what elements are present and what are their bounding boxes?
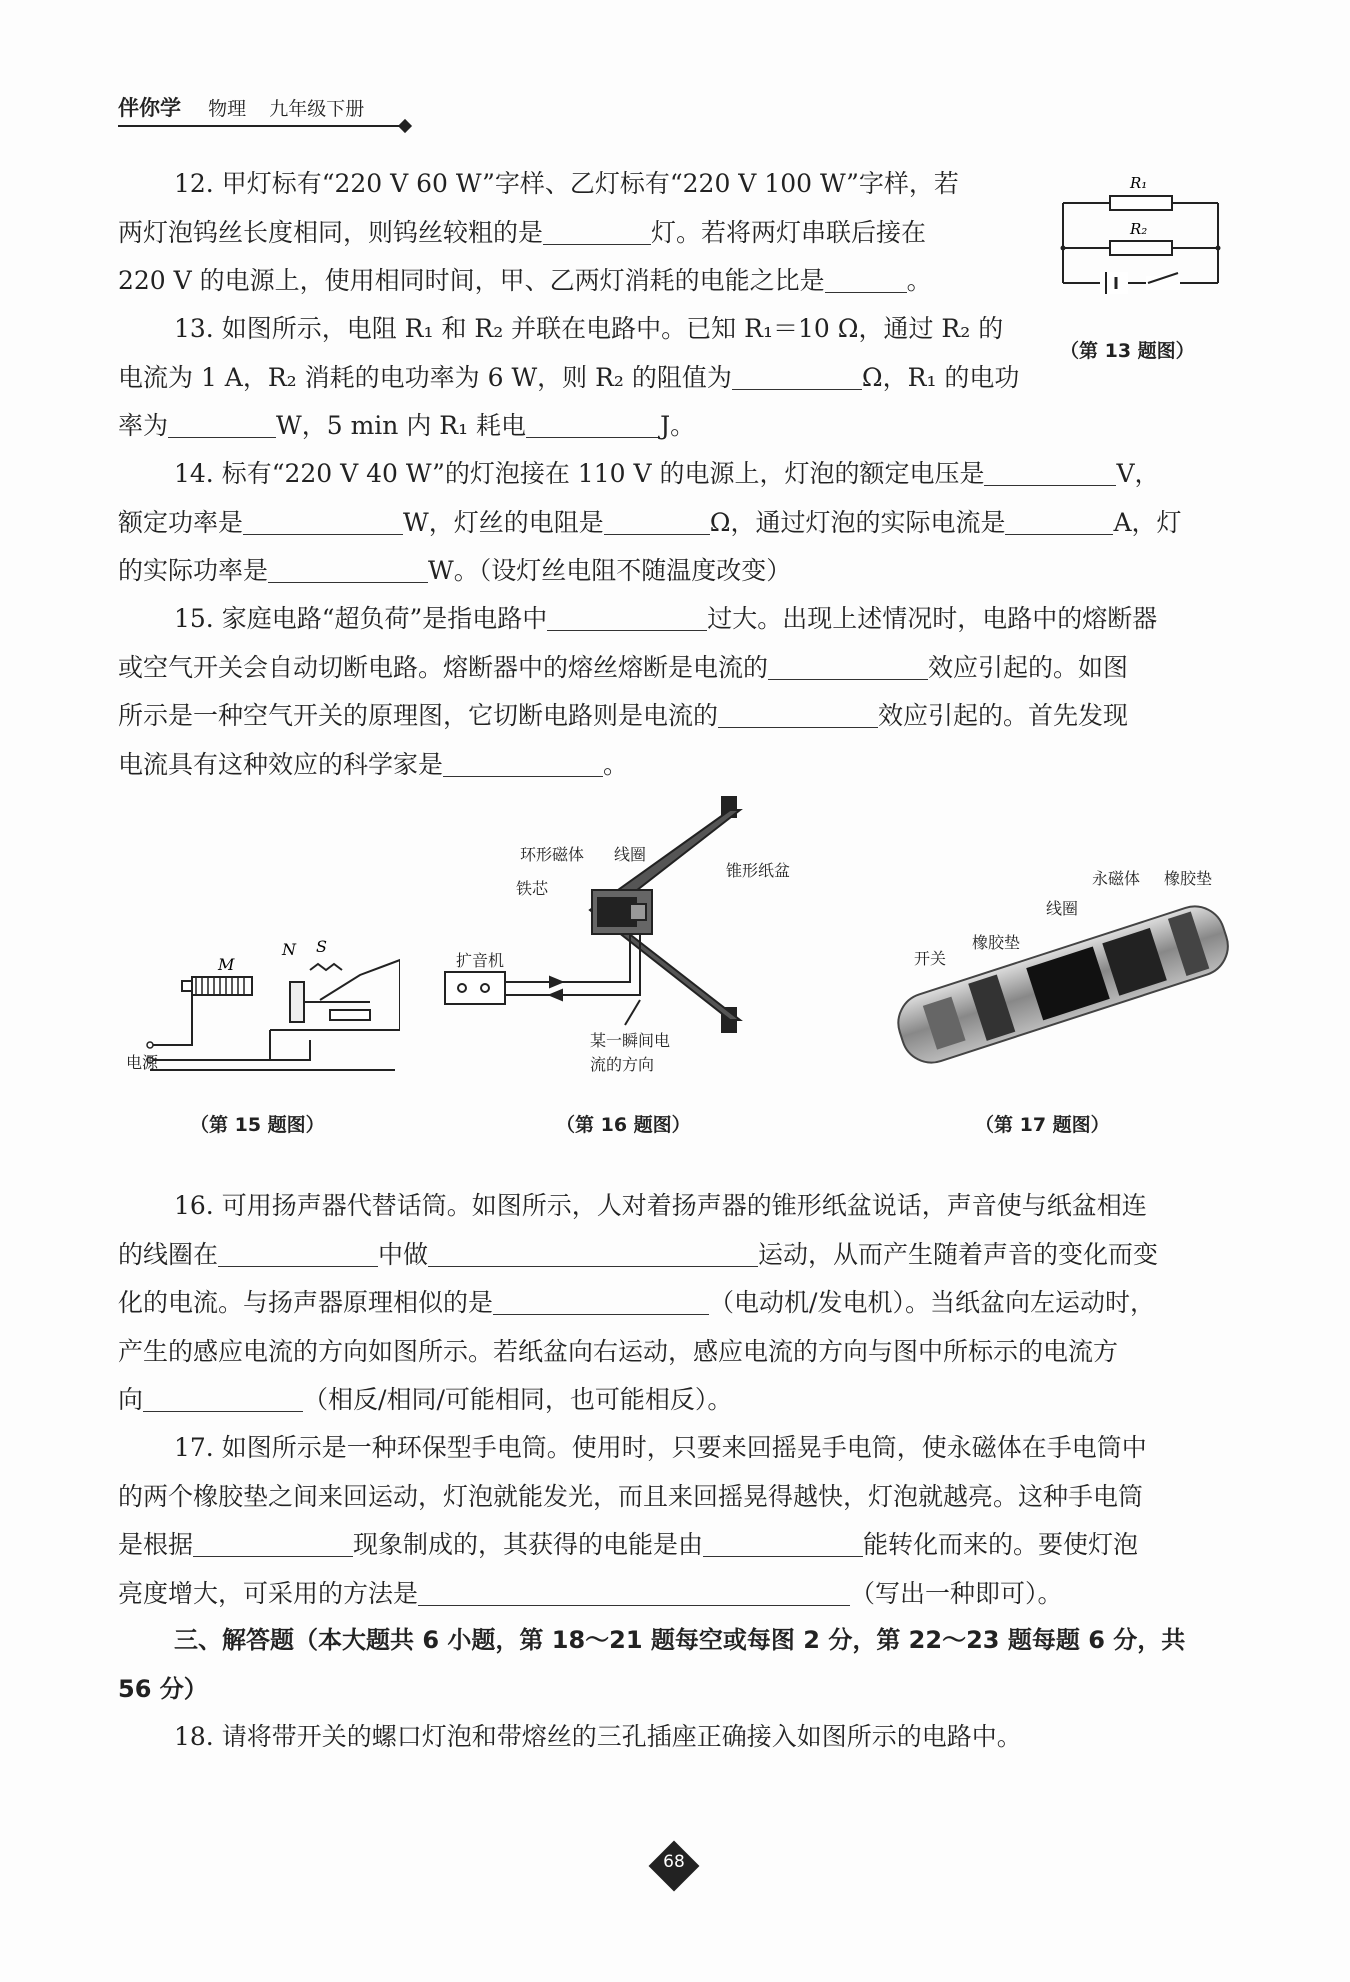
q16-text-d: 化的电流。与扬声器原理相似的是: [118, 1288, 494, 1317]
voice-coil: [630, 904, 646, 920]
junction-right: [1216, 246, 1221, 251]
label-rubber-pad-1: 橡胶垫: [1164, 869, 1213, 888]
q17-line2: 的两个橡胶垫之间来回运动，灯泡就能发光，而且来回摇晃得越快，灯泡就越亮。这种手电筒: [118, 1481, 1144, 1511]
current-arrow-2: [550, 990, 562, 1000]
iron-core-left: [182, 981, 192, 991]
armature-n: [290, 982, 304, 1022]
q15-figure-caption: （第 15 题图）: [190, 1114, 325, 1136]
label-n: N: [282, 940, 296, 959]
q16-line3: [118, 1279, 1234, 1328]
q14-blank-2[interactable]: [243, 505, 403, 535]
amp-knob-2: [481, 984, 489, 992]
q13-text-b: Ω，R₁ 的电功: [861, 362, 1020, 392]
q17-line3: [118, 1521, 1234, 1570]
q13-line1: 13. 如图所示，电阻 R₁ 和 R₂ 并联在电路中。已知 R₁＝10 Ω，通过 R₂ 的: [174, 314, 1004, 343]
section-3-heading: [118, 1616, 1234, 1713]
q13-text-e: J。: [660, 411, 696, 440]
q14-text-a: 14. 标有“220 V 40 W”的灯泡接在 110 V 的电源上，灯泡的额定电压是: [174, 459, 985, 488]
header-rule: [118, 125, 403, 127]
q15-line4: [118, 741, 1234, 790]
label-m: M: [218, 955, 235, 974]
label-rubber-pad-2: 橡胶垫: [972, 933, 1021, 952]
q13-line3: [118, 402, 1038, 451]
q17-blank-3[interactable]: [418, 1576, 850, 1606]
q16-line1: 16. 可用扬声器代替话筒。如图所示，人对着扬声器的锥形纸盆说话，声音使与纸盆相连: [174, 1191, 1147, 1220]
question-17: [118, 1424, 1234, 1618]
label-power-source: 电源: [126, 1053, 159, 1072]
question-16: [118, 1182, 1234, 1425]
q17-blank-2[interactable]: [703, 1527, 863, 1557]
q16-line5: [118, 1376, 1234, 1425]
q13-text-a: 电流为 1 A，R₂ 消耗的电功率为 6 W，则 R₂ 的阻值为: [118, 362, 732, 392]
q16-text-g: （相反/相同/可能相同，也可能相反）。: [303, 1385, 733, 1414]
q15-line2: [118, 644, 1234, 693]
q15-blank-2[interactable]: [768, 650, 928, 680]
q12-blank-1[interactable]: [543, 215, 651, 245]
q16-blank-2[interactable]: [428, 1237, 758, 1267]
r1-label: R₁: [1130, 174, 1148, 192]
q16-text-b: 中做: [378, 1239, 429, 1269]
q17-text-d: 亮度增大，可采用的方法是: [118, 1578, 419, 1608]
q12-text-a: 两灯泡钨丝长度相同，则钨丝较粗的是: [118, 217, 544, 247]
label-iron-core: 铁芯: [516, 879, 549, 898]
q16-speaker-figure: [430, 790, 770, 1060]
q14-text-e: Ω，通过灯泡的实际电流是: [709, 507, 1006, 537]
running-header: [118, 92, 408, 128]
label-coil: 线圈: [614, 845, 647, 864]
contact-block: [330, 1010, 370, 1020]
question-18: [118, 1713, 1234, 1762]
label-switch: 开关: [914, 949, 947, 968]
label-cone: 锥形纸盆: [726, 861, 791, 880]
amp-wire-2: [505, 934, 640, 995]
q14-blank-4[interactable]: [1005, 505, 1113, 535]
q15-text-f: 效应引起的。首先发现: [878, 701, 1129, 730]
section-3-line2: 56 分）: [118, 1674, 208, 1703]
header-diamond-icon: [398, 119, 412, 133]
q12-line1: 12. 甲灯标有“220 V 60 W”字样、乙灯标有“220 V 100 W”字样，若: [174, 169, 959, 198]
q16-blank-3[interactable]: [493, 1285, 709, 1315]
question-15: [118, 595, 1234, 789]
label-amplifier: 扩音机: [456, 951, 505, 970]
q13-text-c: 率为: [118, 411, 169, 440]
r2-label: R₂: [1130, 220, 1148, 238]
q15-text-h: 。: [603, 749, 629, 779]
q16-line4: 产生的感应电流的方向如图所示。若纸盆向右运动，感应电流的方向与图中所标示的电流方: [118, 1336, 1119, 1366]
q12-line2: [118, 209, 1038, 258]
q13-text-d: W，5 min 内 R₁ 耗电: [276, 411, 527, 440]
q14-text-d: W，灯丝的电阻是: [403, 507, 604, 537]
q13-blank-1[interactable]: [732, 360, 862, 390]
resistor-r1: [1110, 196, 1172, 210]
q12-blank-2[interactable]: [825, 263, 907, 293]
q15-text-e: 所示是一种空气开关的原理图，它切断电路则是电流的: [118, 701, 719, 730]
q16-blank-4[interactable]: [143, 1382, 303, 1412]
label-coil-17: 线圈: [1046, 899, 1079, 918]
label-current-dir-2: 流的方向: [590, 1055, 655, 1074]
label-s: S: [316, 937, 327, 956]
q13-circuit-figure: [1058, 168, 1228, 308]
section-3-line1: 三、解答题（本大题共 6 小题，第 18～21 题每空或每图 2 分，第 22～23 题每题 6 分，共: [174, 1626, 1186, 1654]
amp-knob-1: [458, 984, 466, 992]
q15-line1: [118, 595, 1234, 644]
label-current-dir-1: 某一瞬间电: [590, 1031, 671, 1050]
q14-blank-1[interactable]: [984, 456, 1116, 486]
q16-figure-caption: （第 16 题图）: [556, 1114, 691, 1136]
q14-text-g: 的实际功率是: [118, 556, 269, 585]
grade-label: 九年级下册: [269, 98, 365, 120]
q14-line2: [118, 499, 1234, 548]
q17-text-b: 现象制成的，其获得的电能是由: [353, 1530, 704, 1559]
q15-air-switch-figure: [120, 930, 400, 1090]
q13-line2: [118, 354, 1038, 403]
q14-line1: [118, 450, 1234, 499]
spring-s: [310, 964, 342, 970]
q14-blank-5[interactable]: [268, 553, 428, 583]
q14-text-c: 额定功率是: [118, 507, 244, 537]
subject-label: 物理: [208, 98, 247, 120]
q16-line2: [118, 1231, 1234, 1280]
q14-text-b: V，: [1116, 459, 1160, 488]
amplifier-box: [445, 972, 505, 1004]
q13-blank-3[interactable]: [526, 408, 660, 438]
resistor-r2: [1110, 241, 1172, 255]
q12-text-d: 。: [906, 266, 932, 295]
q14-text-f: A，灯: [1113, 507, 1182, 537]
current-pointer: [625, 1000, 640, 1025]
q13-blank-2[interactable]: [168, 408, 276, 438]
q12-text-c: 220 V 的电源上，使用相同时间，甲、乙两灯消耗的电能之比是: [118, 266, 825, 295]
question-14: [118, 450, 1234, 596]
q17-text-c: 能转化而来的。要使灯泡: [863, 1530, 1139, 1559]
power-wire-top: [150, 995, 192, 1045]
q15-text-g: 电流具有这种效应的科学家是: [118, 749, 444, 779]
power-wire-bottom: [150, 1040, 310, 1060]
q12-text-b: 灯。若将两灯串联后接在: [651, 217, 927, 247]
page-number: 68: [663, 1852, 685, 1872]
amp-wire-1: [505, 934, 630, 982]
q16-text-e: （电动机/发电机）。当纸盆向左运动时，: [709, 1288, 1155, 1317]
q16-text-f: 向: [118, 1385, 144, 1414]
q16-text-a: 的线圈在: [118, 1239, 219, 1269]
q16-text-c: 运动，从而产生随着声音的变化而变: [758, 1239, 1159, 1269]
label-ring-magnet: 环形磁体: [520, 845, 585, 864]
q15-blank-3[interactable]: [718, 698, 878, 728]
q17-text-e: （写出一种即可）。: [850, 1578, 1063, 1608]
current-arrow-1: [550, 977, 562, 987]
label-permanent-magnet: 永磁体: [1092, 869, 1141, 888]
q16-blank-1[interactable]: [218, 1237, 378, 1267]
junction-left: [1061, 246, 1066, 251]
q14-text-h: W。（设灯丝电阻不随温度改变）: [428, 556, 792, 585]
electromagnet-coil: [192, 977, 252, 995]
q17-line1: 17. 如图所示是一种环保型手电筒。使用时，只要来回摇晃手电筒，使永磁体在手电筒中: [174, 1433, 1147, 1462]
q14-line3: [118, 547, 1234, 596]
q14-blank-3[interactable]: [604, 505, 710, 535]
q17-figure-caption: （第 17 题图）: [975, 1114, 1110, 1136]
q15-blank-4[interactable]: [443, 747, 603, 777]
q17-text-a: 是根据: [118, 1530, 194, 1559]
page-number-badge: [648, 1840, 700, 1892]
q12-line3: [118, 257, 1038, 306]
q15-text-a: 15. 家庭电路“超负荷”是指电路中: [174, 604, 548, 633]
q15-line3: [118, 692, 1234, 741]
q18-line1: 18. 请将带开关的螺口灯泡和带熔丝的三孔插座正确接入如图所示的电路中。: [174, 1722, 1022, 1751]
q15-blank-1[interactable]: [547, 601, 707, 631]
question-13: [118, 305, 1038, 451]
q13-figure-caption: （第 13 题图）: [1060, 340, 1195, 362]
series-brand: 伴你学: [118, 96, 181, 120]
q17-blank-1[interactable]: [193, 1527, 353, 1557]
q17-line4: [118, 1570, 1234, 1619]
q15-text-c: 或空气开关会自动切断电路。熔断器中的熔丝熔断是电流的: [118, 652, 769, 682]
q15-text-d: 效应引起的。如图: [928, 652, 1129, 682]
terminal-1: [147, 1042, 153, 1048]
battery-gap: [1100, 272, 1128, 294]
flashlight-body-group: [891, 899, 1236, 1070]
question-12: [118, 160, 1038, 306]
q15-text-b: 过大。出现上述情况时，电路中的熔断器: [707, 604, 1158, 633]
